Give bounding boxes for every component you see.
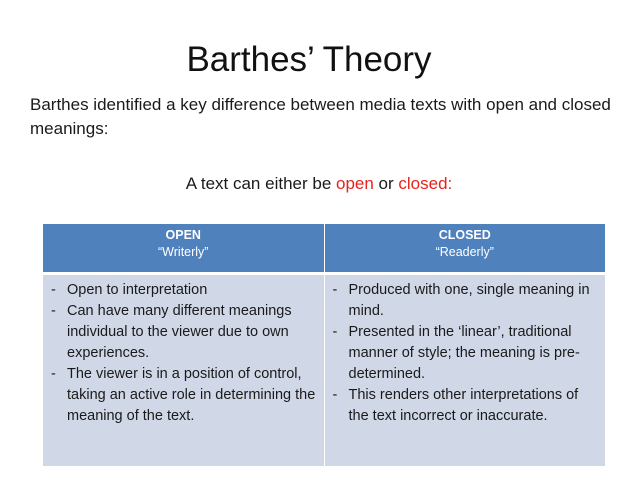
list-item: - Can have many different meanings individual to the viewer due to own experiences. — [49, 301, 318, 364]
closed-points-list — [331, 280, 600, 427]
table-header-row — [43, 224, 605, 274]
list-item: - This renders other interpretations of the text incorrect or inaccurate. — [331, 385, 600, 427]
open-word: open — [336, 174, 374, 193]
closed-column-header — [324, 224, 605, 274]
intro-paragraph: Barthes identified a key difference between media texts with open and closed meanings: — [30, 95, 611, 138]
open-points-list — [49, 280, 318, 427]
comparison-table — [43, 224, 605, 466]
list-item: - The viewer is in a position of control, taking an active role in determining the meaning of the text. — [49, 364, 318, 427]
closed-subheading: “Readerly” — [435, 245, 494, 259]
list-item: - Open to interpretation — [49, 280, 318, 301]
closed-heading: CLOSED — [438, 228, 491, 242]
open-subheading: “Writerly” — [158, 245, 209, 259]
open-column-header — [43, 224, 324, 274]
open-heading: OPEN — [165, 228, 201, 242]
lead-sentence — [0, 173, 638, 195]
list-item: - Presented in the ‘linear’, traditional manner of style; the meaning is pre-determined. — [331, 322, 600, 385]
closed-column-cell — [324, 274, 605, 467]
list-item: - Produced with one, single meaning in mind. — [331, 280, 600, 322]
closed-word: closed: — [398, 174, 453, 193]
open-column-cell — [43, 274, 324, 467]
table-body-row — [43, 274, 605, 467]
lead-middle: or — [373, 174, 399, 193]
lead-prefix: A text can either be — [185, 174, 336, 193]
slide-title: Barthes’ Theory — [186, 40, 432, 79]
